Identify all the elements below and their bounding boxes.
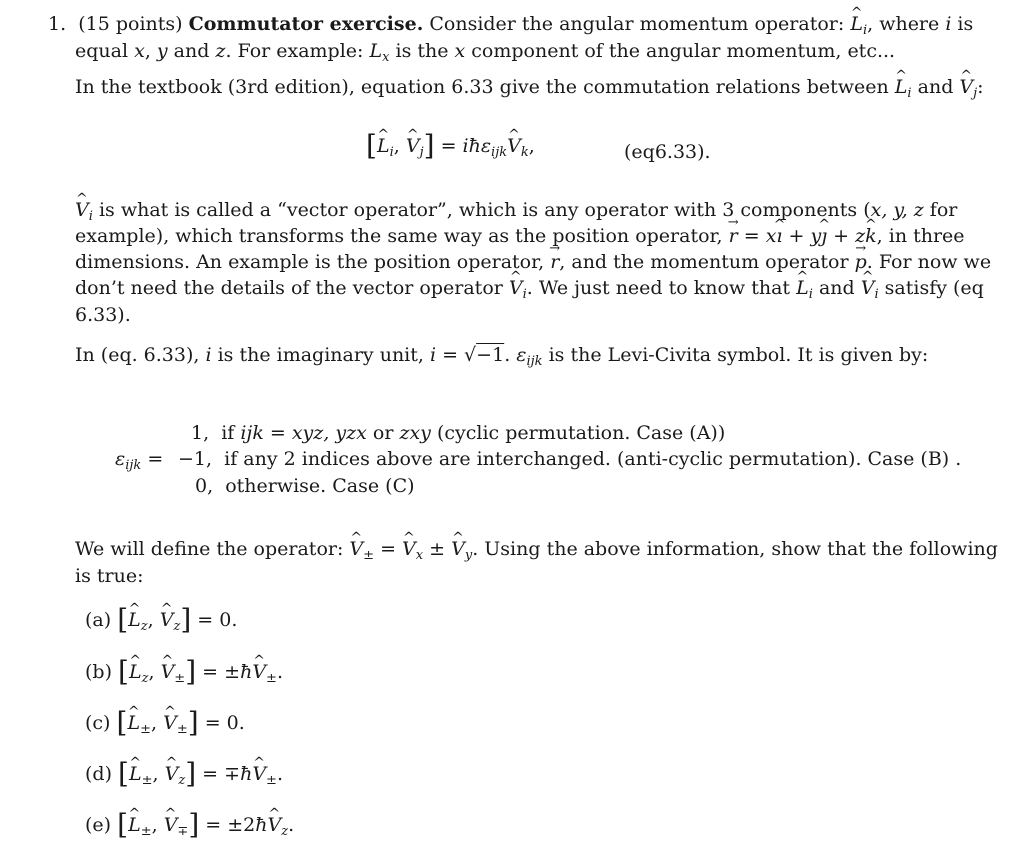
part-label: (c) [85, 712, 111, 734]
intro-line-2: equal x, y and z. For example: $L_x$ is the x component of the angular momentum, etc... [75, 40, 896, 65]
para-3-line-2: is true: [75, 565, 144, 587]
part-result: = 0. [204, 712, 245, 734]
problem-title: Commutator exercise. [188, 13, 424, 35]
part-label: (d) [85, 763, 112, 785]
epsilon-lhs: $\varepsilon_{ijk}$ = [115, 448, 164, 473]
problem-points: (15 points) [78, 13, 183, 35]
para-1-line-1: ^ $V_i$ is what is called a “vector operator”, which is any operator with 3 components (x, y, z for [75, 198, 957, 222]
part-result: = 0. [197, 609, 238, 631]
para-1-line-2: example), which transforms the same way as the position operator, → r = x^ ı + y^ ȷ + z^ k, in three [75, 224, 965, 248]
part-c: (c) [^ $L_\pm$, ^ $V_\pm] = 0$. [85, 711, 245, 735]
para-3-line-1: We will define the operator: ^ $V_\pm$ = ^ $V_x$ ± ^ $V_y$. Using the above information, show that the following [75, 537, 998, 561]
part-d: (d) [^ $L_\pm$, ^ $V_z$] = ∓ħ^ $V_\pm$. [85, 762, 283, 786]
part-label: (e) [85, 814, 112, 836]
part-label: (a) [85, 609, 112, 631]
intro-line-3: In the textbook (3rd edition), equation 6.33 give the commutation relations between ^ $L_i$ and ^ $V_j$: [75, 75, 984, 99]
para-2: In (eq. 6.33), i is the imaginary unit, i = √−1. $\varepsilon_{ijk}$ is the Levi-Civita symbol. It is given by: [75, 344, 929, 369]
case-c: 0, otherwise. Case (C) [195, 475, 415, 497]
problem-heading-line: 1. (15 points) Commutator exercise. Consider the angular momentum operator: ^ $L_i$, where i is [48, 12, 973, 36]
case-b: −1, if any 2 indices above are interchanged. (anti-cyclic permutation). Case (B) . [178, 448, 962, 470]
equation-label: (eq6.33). [624, 141, 711, 163]
part-b: (b) [^ $L_z$, ^ $V_\pm$] = ±ħ^ $V_\pm$. [85, 660, 283, 684]
case-a: 1, if ijk = xyz, yzx or zxy (cyclic permutation. Case (A)) [191, 422, 726, 444]
part-e: (e) [^ $L_\pm$, ^ $V_\mp$] = ±2ħ^ $V_z$. [85, 813, 294, 837]
part-label: (b) [85, 661, 112, 683]
problem-number: 1. [48, 13, 67, 35]
para-1-line-5: 6.33). [75, 304, 131, 326]
para-1-line-4: don’t need the details of the vector operator ^ $V_i$. We just need to know that ^ $L_i$ and ^ $V_i$ satisfy (eq [75, 276, 984, 300]
para-1-line-3: dimensions. An example is the position operator, → r, and the momentum operator → p. For now we [75, 250, 991, 274]
equation-6-33: [^ $L_i$, ^ $V_j$] = iħε$_{ijk}$^ $V_k$, [366, 134, 535, 158]
part-a: (a) [^ $L_z$, ^ $V_z] = 0$. [85, 608, 237, 632]
